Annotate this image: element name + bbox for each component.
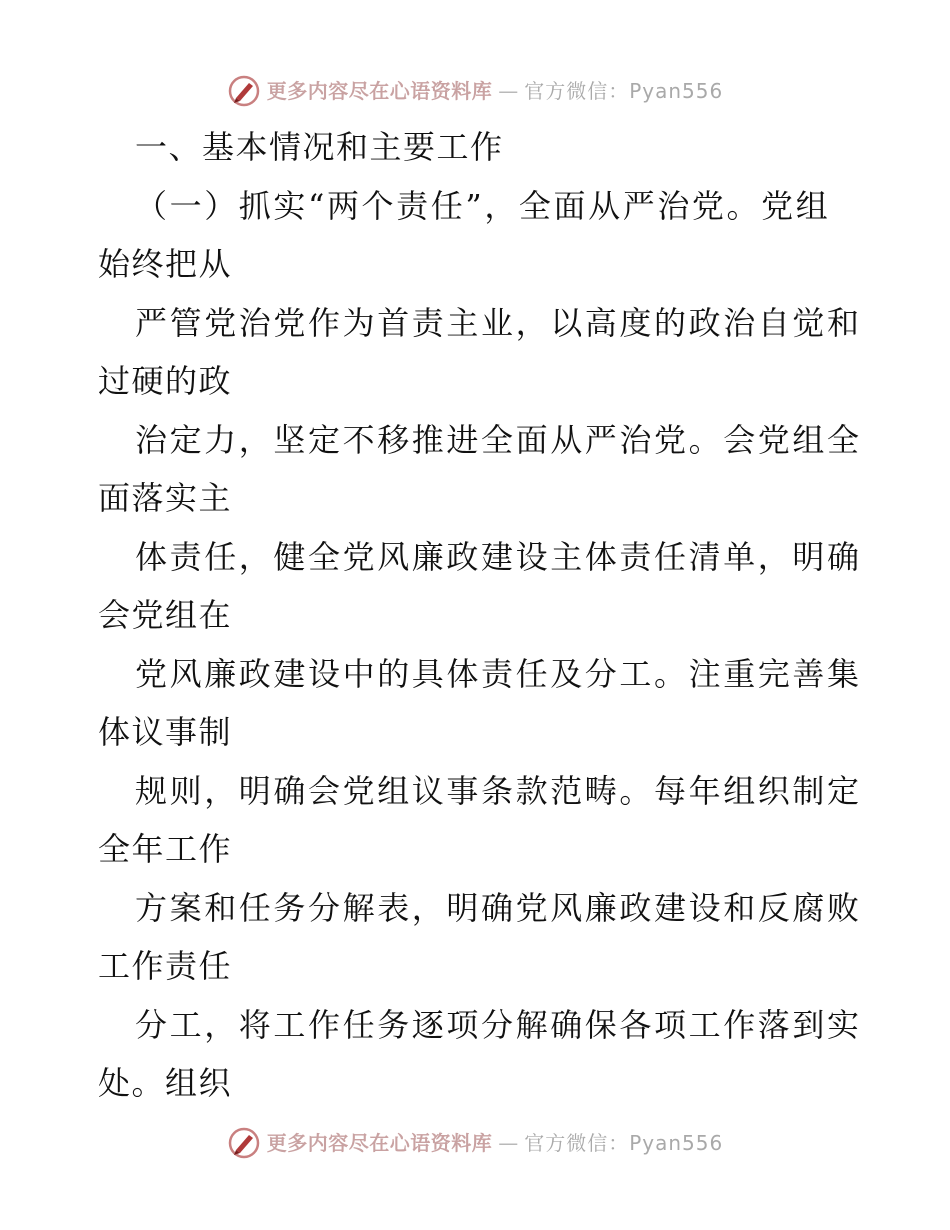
watermark-brand: 更多内容尽在心语资料库 xyxy=(266,79,493,103)
text-line: 规则，明确会党组议事条款范畴。每年组织制定 xyxy=(135,771,862,810)
text-line: 面落实主 xyxy=(98,479,233,517)
text-line: 分工，将工作任务逐项分解确保各项工作落到实 xyxy=(135,1005,862,1044)
text-line: 会党组在 xyxy=(98,596,233,634)
text-line: 工作责任 xyxy=(98,947,233,985)
watermark-wechat: 官方微信：Pyan556 xyxy=(524,1131,724,1155)
header-watermark xyxy=(0,74,950,108)
text-line: 全年工作 xyxy=(98,830,233,868)
text-line: 治定力，坚定不移推进全面从严治党。会党组全 xyxy=(135,420,862,459)
text-line: 体议事制 xyxy=(98,713,233,751)
section-heading: 一、基本情况和主要工作 xyxy=(135,128,504,166)
text-line: 体责任，健全党风廉政建设主体责任清单，明确 xyxy=(135,537,862,576)
pen-seal-icon xyxy=(227,74,261,108)
watermark-separator: — xyxy=(498,1131,519,1155)
text-line: （一）抓实“两个责任”，全面从严治党。党组 xyxy=(135,186,831,225)
document-body xyxy=(98,118,862,1113)
pen-seal-icon xyxy=(227,1126,261,1160)
paragraph-lines xyxy=(98,177,862,1113)
text-line: 始终把从 xyxy=(98,245,233,283)
watermark-wechat: 官方微信：Pyan556 xyxy=(524,79,724,103)
footer-watermark xyxy=(0,1126,950,1160)
watermark-brand: 更多内容尽在心语资料库 xyxy=(266,1131,493,1155)
text-line: 严管党治党作为首责主业，以高度的政治自觉和 xyxy=(135,303,862,342)
text-line: 党风廉政建设中的具体责任及分工。注重完善集 xyxy=(135,654,862,693)
watermark-separator: — xyxy=(498,79,519,103)
text-line: 过硬的政 xyxy=(98,362,233,400)
text-line: 处。组织 xyxy=(98,1064,233,1102)
text-line: 方案和任务分解表，明确党风廉政建设和反腐败 xyxy=(135,888,862,927)
